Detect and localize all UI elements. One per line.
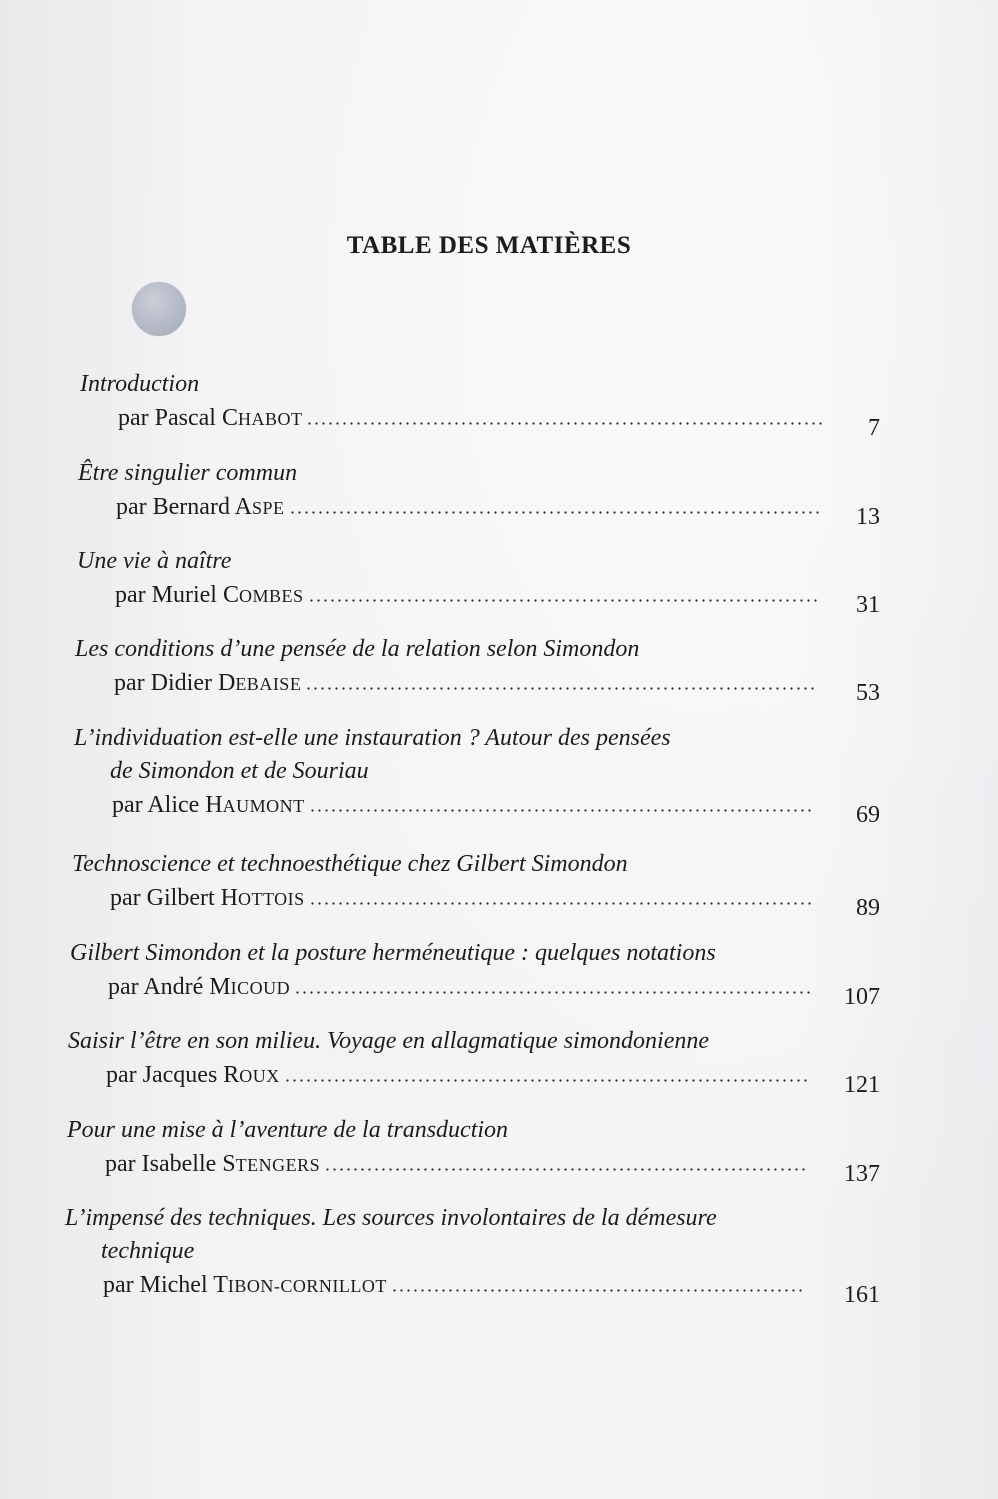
author-given-name: par André [108, 974, 210, 1000]
dot-leader [324, 1168, 806, 1171]
author-surname-smallcaps: AUMONT [222, 796, 305, 816]
essay-title: Une vie à naître [77, 548, 232, 574]
author-surname-initial: A [234, 494, 252, 520]
toc-entry [0, 633, 998, 706]
author-given-name: par Gilbert [110, 885, 221, 911]
toc-entry [0, 1202, 998, 1308]
essay-title: Gilbert Simondon et la posture herméneutique : quelques notations [70, 940, 716, 966]
author-surname-smallcaps: OMBES [238, 586, 304, 606]
author-given-name: par Alice [112, 792, 206, 818]
author-given-name: par Jacques [106, 1062, 224, 1088]
author-given-name: par Pascal [118, 405, 222, 431]
author-surname-smallcaps: HABOT [237, 409, 303, 429]
author-given-name: par Michel [103, 1272, 214, 1298]
author-line [0, 578, 998, 618]
author-name [105, 1151, 320, 1178]
toc-entry [0, 722, 998, 828]
author-surname-initial: M [209, 974, 231, 1000]
author-line [0, 970, 998, 1010]
author-name [112, 792, 305, 819]
author-surname-initial: R [223, 1062, 240, 1088]
author-line [0, 881, 998, 921]
page-number: 137 [844, 1161, 880, 1187]
author-surname-smallcaps: EBAISE [235, 674, 302, 694]
author-surname-smallcaps: SPE [251, 498, 285, 518]
page-number: 69 [856, 802, 880, 828]
author-name [106, 1062, 280, 1089]
toc-entry [0, 545, 998, 618]
essay-title: Être singulier commun [78, 460, 298, 486]
author-given-name: par Didier [114, 670, 218, 696]
essay-title: Technoscience et technoesthétique chez Gilbert Simondon [72, 851, 628, 877]
author-surname-initial: D [217, 670, 236, 696]
essay-title: technique [101, 1238, 195, 1264]
author-name [115, 582, 304, 609]
dot-leader [305, 687, 816, 690]
dot-leader [289, 511, 820, 514]
page-number: 13 [856, 504, 880, 530]
dot-leader [294, 991, 810, 994]
author-name [118, 405, 302, 432]
author-name [114, 670, 301, 697]
page-number: 31 [856, 592, 880, 618]
author-surname-smallcaps: TENGERS [235, 1155, 321, 1175]
author-surname-initial: H [220, 885, 238, 911]
author-surname-smallcaps: IBON-CORNILLOT [227, 1276, 387, 1296]
author-surname-initial: S [222, 1151, 236, 1177]
author-surname-smallcaps: OTTOIS [237, 889, 305, 909]
page-number: 7 [868, 415, 880, 441]
toc-entry [0, 457, 998, 530]
author-surname-smallcaps: ICOUD [230, 978, 291, 998]
author-name [110, 885, 305, 912]
author-line [0, 490, 998, 530]
author-surname-initial: T [213, 1272, 228, 1298]
page-number: 161 [844, 1282, 880, 1308]
essay-title: Pour une mise à l’aventure de la transduction [67, 1117, 509, 1143]
author-given-name: par Bernard [116, 494, 235, 520]
dot-leader [309, 809, 814, 812]
dot-leader [306, 422, 822, 425]
essay-title: L’impensé des techniques. Les sources involontaires de la démesure [65, 1205, 717, 1231]
essay-title: L’individuation est-elle une instauration ? Autour des pensées [74, 725, 671, 751]
dot-leader [391, 1289, 804, 1292]
page-number: 53 [856, 680, 880, 706]
essay-title: Les conditions d’une pensée de la relation selon Simondon [75, 636, 640, 662]
page-number: 107 [844, 984, 880, 1010]
page-title: TABLE DES MATIÈRES [346, 232, 632, 259]
author-line [0, 401, 998, 441]
page-number: 121 [844, 1072, 880, 1098]
toc-entry [0, 1025, 998, 1098]
author-line [0, 788, 998, 828]
round-sticker [132, 282, 186, 336]
essay-title: Saisir l’être en son milieu. Voyage en allagmatique simondonienne [68, 1028, 710, 1054]
author-surname-initial: H [205, 792, 223, 818]
toc-entry [0, 368, 998, 441]
dot-leader [284, 1079, 808, 1082]
author-name [108, 974, 290, 1001]
author-surname-initial: C [221, 405, 238, 431]
author-given-name: par Muriel [115, 582, 223, 608]
essay-title: de Simondon et de Souriau [110, 758, 369, 784]
toc-entry [0, 937, 998, 1010]
author-given-name: par Isabelle [105, 1151, 223, 1177]
author-name [116, 494, 285, 521]
dot-leader [308, 599, 818, 602]
author-line [0, 1058, 998, 1098]
author-line [0, 666, 998, 706]
author-line [0, 1268, 998, 1308]
author-name [103, 1272, 387, 1299]
author-line [0, 1147, 998, 1187]
toc-entry [0, 848, 998, 921]
author-surname-smallcaps: OUX [239, 1066, 280, 1086]
author-surname-initial: C [222, 582, 239, 608]
page-number: 89 [856, 895, 880, 921]
toc-entry [0, 1114, 998, 1187]
dot-leader [309, 902, 812, 905]
essay-title: Introduction [80, 371, 200, 397]
